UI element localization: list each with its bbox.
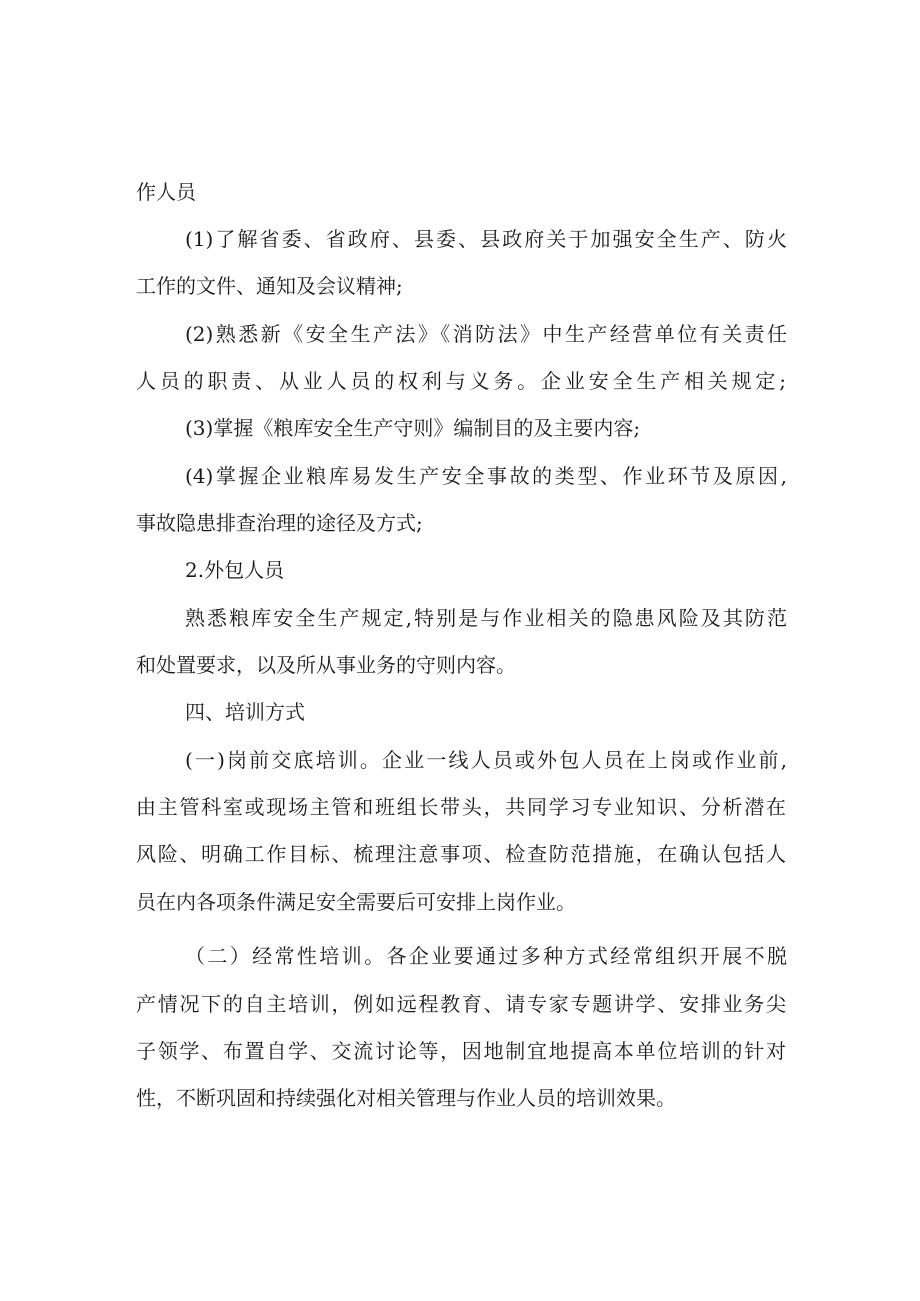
text-line: 和处置要求，以及所从事业务的守则内容。 [136,653,516,677]
paragraph-item-3: (3)掌握《粮库安全生产守则》编制目的及主要内容; [185,416,641,440]
paragraph-start: （二）经常性培训。各企业要通过多种方式经常组织开展不脱 [185,944,787,968]
text-line: 作人员 [136,180,196,204]
paragraph-start: 熟悉粮库安全生产规定,特别是与作业相关的隐患风险及其防范 [185,606,787,630]
section-heading-training-methods: 四、培训方式 [185,700,305,724]
section-heading-outsourced: 2.外包人员 [185,558,285,582]
text-line: 事故隐患排查治理的途径及方式; [136,511,423,535]
text-line: 性，不断巩固和持续强化对相关管理与作业人员的培训效果。 [136,1086,676,1110]
text-line: 员在内各项条件满足安全需要后可安排上岗作业。 [136,890,576,914]
text-line: 由主管科室或现场主管和班组长带头，共同学习专业知识、分析潜在 [136,795,786,819]
text-line: 子领学、布置自学、交流讨论等，因地制宜地提高本单位培训的针对 [136,1039,786,1063]
paragraph-start: (一)岗前交底培训。企业一线人员或外包人员在上岗或作业前, [185,748,787,772]
text-line: 工作的文件、通知及会议精神; [136,274,403,298]
paragraph-item-4: (4)掌握企业粮库易发生产安全事故的类型、作业环节及原因, [185,464,787,488]
text-line: 风险、明确工作目标、梳理注意事项、检查防范措施，在确认包括人 [136,842,786,866]
text-line: 人员的职责、从业人员的权利与义务。企业安全生产相关规定; [136,369,786,393]
paragraph-item-2: (2)熟悉新《安全生产法》《消防法》中生产经营单位有关责任 [185,322,787,346]
paragraph-item-1: (1)了解省委、省政府、县委、县政府关于加强安全生产、防火 [185,227,787,251]
text-line: 产情况下的自主培训，例如远程教育、请专家专题讲学、安排业务尖 [136,992,786,1016]
